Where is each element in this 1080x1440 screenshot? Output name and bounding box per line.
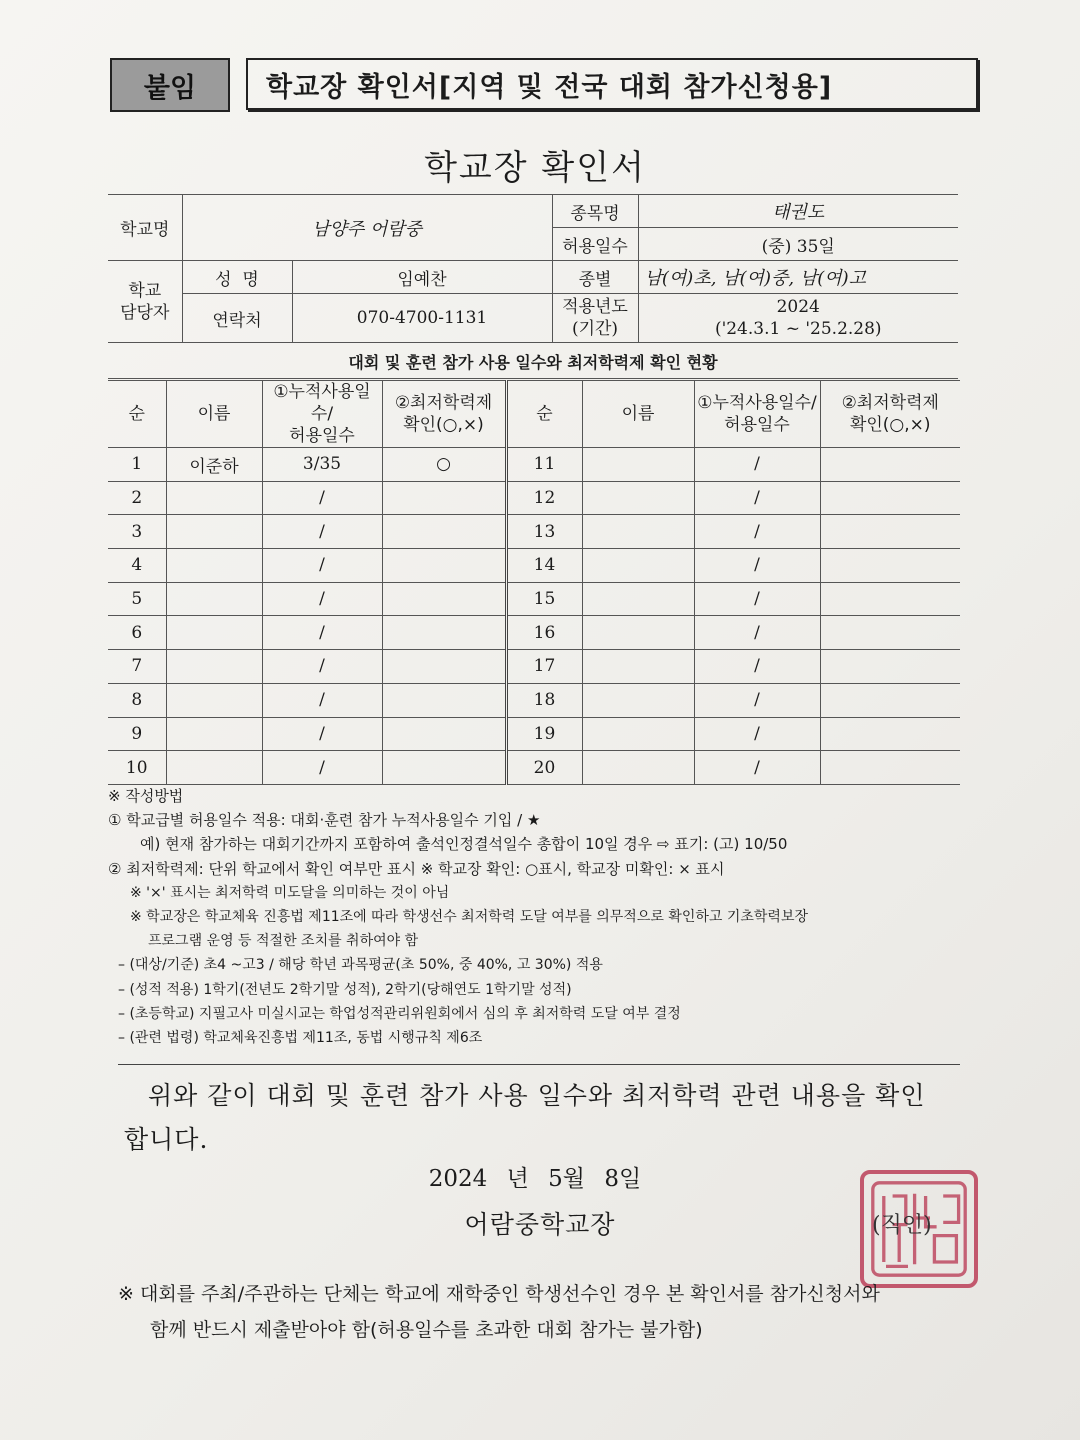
- col-check-right: [820, 381, 960, 448]
- row-no-right: 17: [506, 650, 582, 684]
- row-no-right: 18: [506, 683, 582, 717]
- date-month: 5월: [548, 1166, 586, 1192]
- col-days-right-l2: 허용일수: [724, 415, 790, 435]
- confirmation-statement: [124, 1074, 964, 1162]
- instruction-item: 프로그램 운영 등 적절한 조치를 취하여야 함: [148, 933, 419, 950]
- row-check-right: [820, 582, 960, 616]
- instructions: [108, 784, 968, 1050]
- row-name-left: [166, 481, 262, 515]
- table-row: [108, 616, 960, 650]
- row-days-right: /: [694, 650, 820, 684]
- row-check-left: ○: [382, 448, 506, 482]
- footer-line1: ※ 대회를 주최/주관하는 단체는 학교에 재학중인 학생선수인 경우 본 확인서를 참가신청서와: [118, 1283, 880, 1305]
- usage-table: [108, 380, 960, 785]
- attachment-badge: 붙임: [110, 58, 230, 112]
- table-row: [108, 549, 960, 583]
- row-check-left: [382, 582, 506, 616]
- row-name-left: [166, 751, 262, 785]
- confirmation-line2: 합니다.: [124, 1125, 209, 1154]
- row-no-left: 1: [108, 448, 166, 482]
- row-name-right: [582, 751, 694, 785]
- row-no-right: 16: [506, 616, 582, 650]
- row-check-left: [382, 616, 506, 650]
- table-header-row: [108, 381, 960, 448]
- row-check-left: [382, 751, 506, 785]
- instruction-item: ※ 학교장은 학교체육 진흥법 제11조에 따라 학생선수 최저학력 도달 여부를 의무적으로 확인하고 기초학력보장: [130, 909, 809, 926]
- staff-label-line2: 담당자: [120, 302, 170, 323]
- allowed-days-value: (중) 35일: [638, 228, 958, 261]
- staff-label: [108, 261, 182, 343]
- row-check-right: [820, 650, 960, 684]
- row-no-right: 15: [506, 582, 582, 616]
- row-no-left: 8: [108, 683, 166, 717]
- col-days-left-l1: ①누적사용일수/: [273, 382, 371, 424]
- row-name-right: [582, 481, 694, 515]
- year-value-line2: ('24.3.1 ~ '25.2.28): [714, 319, 882, 339]
- row-no-left: 7: [108, 650, 166, 684]
- row-no-right: 12: [506, 481, 582, 515]
- row-days-left: /: [262, 616, 382, 650]
- row-no-left: 9: [108, 717, 166, 751]
- seal-label: (직인): [872, 1213, 932, 1238]
- instruction-item: ② 최저학력제: 단위 학교에서 확인 여부만 표시 ※ 학교장 확인: ○표시, 학교장 미확인: × 표시: [108, 859, 725, 878]
- row-name-left: [166, 616, 262, 650]
- row-days-right: /: [694, 448, 820, 482]
- col-check-right-l2: 확인(○,×): [849, 415, 931, 435]
- row-days-left: 3/35: [262, 448, 382, 482]
- document-title: 학교장 확인서: [424, 148, 646, 188]
- row-days-left: /: [262, 717, 382, 751]
- row-days-left: /: [262, 751, 382, 785]
- col-name-right: 이름: [582, 381, 694, 448]
- col-no-right: 순: [506, 381, 582, 448]
- row-name-right: [582, 683, 694, 717]
- row-name-left: [166, 515, 262, 549]
- row-check-right: [820, 616, 960, 650]
- name-label: 성 명: [182, 261, 292, 294]
- year-label-line1: 적용년도: [562, 297, 628, 317]
- category-label: 종별: [552, 261, 638, 294]
- date-year-unit: 년: [506, 1166, 529, 1192]
- row-no-left: 6: [108, 616, 166, 650]
- row-no-left: 5: [108, 582, 166, 616]
- instruction-item: ※ '×' 표시는 최저학력 미도달을 의미하는 것이 아님: [130, 884, 450, 901]
- instruction-item: ① 학교급별 허용일수 적용: 대회·훈련 참가 누적사용일수 기입 / ★: [108, 811, 541, 830]
- instruction-item: – (대상/기준) 초4 ~고3 / 해당 학년 과목평균(초 50%, 중 40%, 고 30%) 적용: [118, 957, 603, 974]
- table-row: [108, 751, 960, 785]
- row-check-right: [820, 751, 960, 785]
- row-name-left: 이준하: [166, 448, 262, 482]
- year-label: [552, 294, 638, 343]
- row-check-right: [820, 448, 960, 482]
- row-days-right: /: [694, 582, 820, 616]
- row-no-right: 20: [506, 751, 582, 785]
- row-days-left: /: [262, 515, 382, 549]
- row-name-right: [582, 582, 694, 616]
- header: [110, 58, 982, 116]
- row-days-right: /: [694, 683, 820, 717]
- row-no-right: 14: [506, 549, 582, 583]
- table-row: [108, 481, 960, 515]
- principal-title: 어람중학교장: [464, 1210, 616, 1239]
- category-value: 남(여)초, 남(여)중, 남(여)고: [638, 261, 958, 294]
- name-value: 임예찬: [292, 261, 552, 294]
- row-days-left: /: [262, 650, 382, 684]
- col-check-left-l1: ②최저학력제: [394, 393, 493, 413]
- divider: [118, 1064, 960, 1065]
- row-name-left: [166, 650, 262, 684]
- sport-label: 종목명: [552, 195, 638, 228]
- table-row: [108, 448, 960, 482]
- row-name-right: [582, 448, 694, 482]
- row-days-left: /: [262, 549, 382, 583]
- row-check-left: [382, 650, 506, 684]
- table-row: [108, 683, 960, 717]
- row-check-right: [820, 683, 960, 717]
- row-name-right: [582, 650, 694, 684]
- table-row: [108, 650, 960, 684]
- confirmation-line1: 위와 같이 대회 및 훈련 참가 사용 일수와 최저학력 관련 내용을 확인: [148, 1081, 926, 1110]
- instruction-item: – (성적 적용) 1학기(전년도 2학기말 성적), 2학기(당해연도 1학기말 성적): [118, 981, 572, 998]
- staff-label-line1: 학교: [128, 280, 162, 301]
- year-value-line1: 2024: [776, 297, 820, 317]
- row-days-right: /: [694, 549, 820, 583]
- school-label: 학교명: [108, 195, 182, 261]
- table-row: [108, 515, 960, 549]
- info-table: [108, 194, 958, 343]
- col-days-left: [262, 381, 382, 448]
- instruction-item: – (초등학교) 지필고사 미실시교는 학업성적관리위원회에서 심의 후 최저학력 도달 여부 결정: [118, 1005, 681, 1022]
- year-label-line2: (기간): [571, 319, 619, 339]
- row-check-right: [820, 515, 960, 549]
- row-no-right: 11: [506, 448, 582, 482]
- col-check-left: [382, 381, 506, 448]
- col-no-left: 순: [108, 381, 166, 448]
- col-days-right-l1: ①누적사용일수/: [697, 393, 817, 413]
- row-days-left: /: [262, 683, 382, 717]
- row-check-left: [382, 481, 506, 515]
- col-days-left-l2: 허용일수: [289, 426, 355, 446]
- header-title: 학교장 확인서[지역 및 전국 대회 참가신청용]: [246, 58, 978, 110]
- row-check-left: [382, 515, 506, 549]
- row-days-left: /: [262, 582, 382, 616]
- row-name-left: [166, 717, 262, 751]
- col-name-left: 이름: [166, 381, 262, 448]
- footer-notice: [118, 1276, 988, 1348]
- footer-line2: 함께 반드시 제출받아야 함(허용일수를 초과한 대회 참가는 불가함): [150, 1319, 703, 1341]
- row-name-left: [166, 582, 262, 616]
- row-name-left: [166, 683, 262, 717]
- row-check-left: [382, 549, 506, 583]
- row-check-right: [820, 717, 960, 751]
- date-year: 2024: [428, 1166, 488, 1192]
- row-name-right: [582, 717, 694, 751]
- row-no-left: 4: [108, 549, 166, 583]
- table-caption: 대회 및 훈련 참가 사용 일수와 최저학력제 확인 현황: [108, 348, 958, 379]
- row-no-right: 13: [506, 515, 582, 549]
- instructions-heading: ※ 작성방법: [108, 787, 184, 805]
- row-name-right: [582, 616, 694, 650]
- row-check-left: [382, 683, 506, 717]
- row-days-right: /: [694, 481, 820, 515]
- instruction-item: – (관련 법령) 학교체육진흥법 제11조, 동법 시행규칙 제6조: [118, 1030, 483, 1047]
- table-row: [108, 717, 960, 751]
- year-value: [638, 294, 958, 343]
- contact-value: 070-4700-1131: [292, 294, 552, 343]
- row-no-right: 19: [506, 717, 582, 751]
- row-name-right: [582, 549, 694, 583]
- row-no-left: 2: [108, 481, 166, 515]
- col-days-right: [694, 381, 820, 448]
- col-check-right-l1: ②최저학력제: [841, 393, 939, 413]
- row-days-right: /: [694, 751, 820, 785]
- col-check-left-l2: 확인(○,×): [403, 415, 484, 435]
- row-check-left: [382, 717, 506, 751]
- school-value: 남양주 어람중: [182, 195, 552, 261]
- row-name-left: [166, 549, 262, 583]
- date-day: 8일: [604, 1166, 642, 1192]
- contact-label: 연락처: [182, 294, 292, 343]
- row-check-right: [820, 481, 960, 515]
- row-check-right: [820, 549, 960, 583]
- row-name-right: [582, 515, 694, 549]
- row-no-left: 3: [108, 515, 166, 549]
- row-no-left: 10: [108, 751, 166, 785]
- row-days-right: /: [694, 717, 820, 751]
- row-days-left: /: [262, 481, 382, 515]
- row-days-right: /: [694, 616, 820, 650]
- table-row: [108, 582, 960, 616]
- row-days-right: /: [694, 515, 820, 549]
- instruction-item: 예) 현재 참가하는 대회기간까지 포함하여 출석인정결석일수 총합이 10일 경우 ⇨ 표기: (고) 10/50: [140, 835, 788, 854]
- allowed-days-label: 허용일수: [552, 228, 638, 261]
- sport-value: 태권도: [638, 195, 958, 228]
